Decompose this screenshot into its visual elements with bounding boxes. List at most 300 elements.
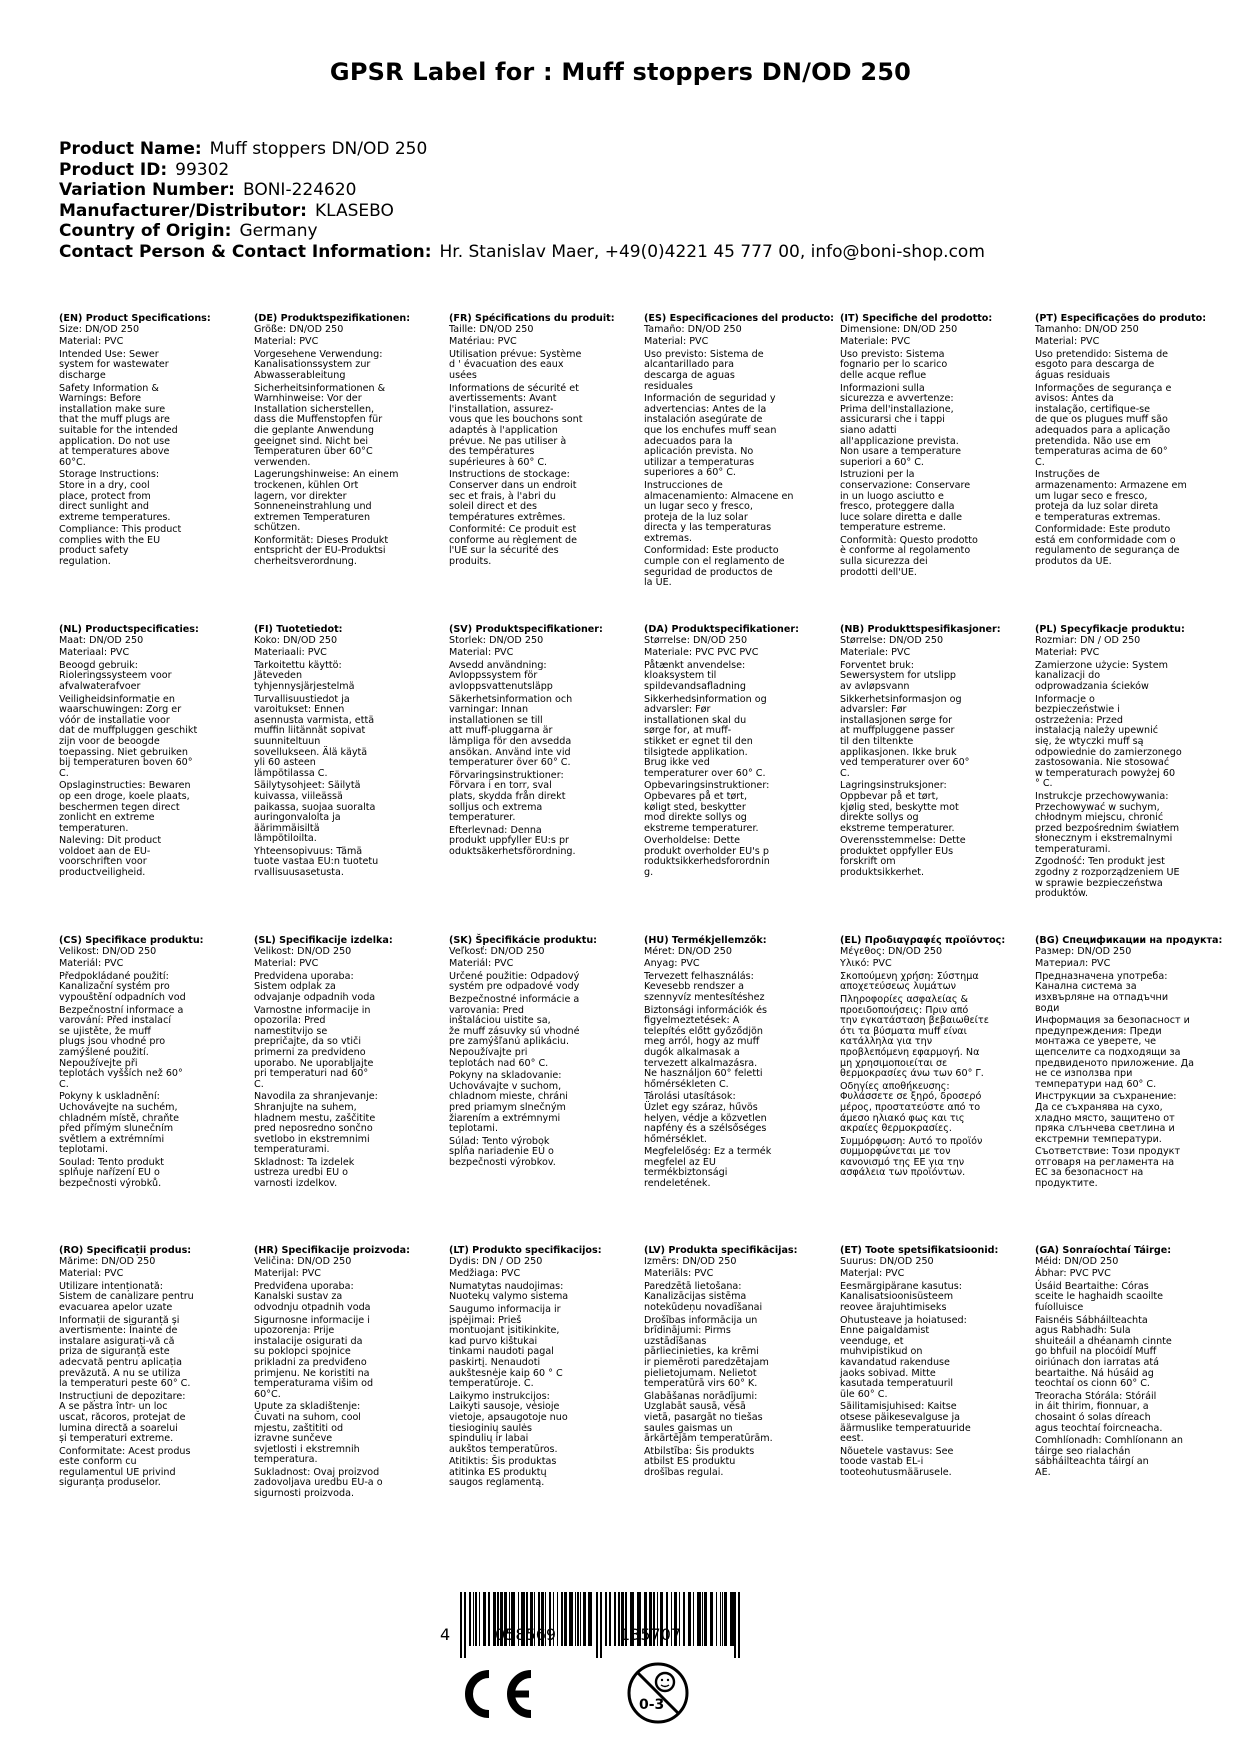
spec-paragraph-line: afvalwaterafvoer — [59, 680, 141, 692]
spec-paragraph-line: C. — [254, 1078, 264, 1090]
info-label: Product Name: — [59, 139, 202, 159]
spec-paragraph-line: Uso previsto: Sistema — [840, 348, 945, 360]
spec-paragraph-line: product safety — [59, 545, 129, 557]
spec-paragraph — [644, 1147, 824, 1189]
spec-paragraph — [840, 1082, 1020, 1135]
spec-paragraph-line: Lagringsinstruksjoner: — [840, 780, 947, 792]
spec-paragraph — [254, 847, 434, 879]
spec-paragraph-line: atbilst ES produktu — [644, 1456, 736, 1468]
spec-paragraph-line: upozorenja: Prije — [254, 1325, 335, 1337]
spec-paragraph-line: oduktsäkerhetsförordning. — [449, 845, 576, 857]
spec-paragraph-line: Shranjujte na suhem, — [254, 1101, 357, 1113]
spec-paragraph — [840, 1282, 1020, 1314]
spec-paragraph-line: d ' évacuation des eaux — [449, 359, 564, 371]
spec-paragraph-line: și temperaturi extreme. — [59, 1433, 174, 1445]
spec-paragraph-line: napfény és a szélsőséges — [644, 1123, 767, 1135]
spec-paragraph-line: хладно място, защитено от — [1035, 1112, 1175, 1124]
spec-paragraph — [840, 1316, 1020, 1401]
spec-paragraph-line: notekūdeņu novadīšanai — [644, 1301, 763, 1313]
spec-paragraph-line: hladnem mestu, zaščitite — [254, 1112, 376, 1124]
spec-paragraph — [840, 536, 1020, 578]
spec-paragraph-line: Utilizare intenționată: — [59, 1280, 163, 1292]
spec-paragraph-line: prévue. Ne pas utiliser à — [449, 435, 567, 447]
info-label: Manufacturer/Distributor: — [59, 200, 307, 221]
spec-paragraph-line: екстремни температури. — [1035, 1133, 1162, 1145]
spec-paragraph-line: roduktsikkerhedsforordnin — [644, 856, 770, 868]
spec-paragraph — [59, 1282, 239, 1314]
spec-paragraph — [1035, 1282, 1215, 1314]
spec-line: Anyag: PVC — [644, 958, 700, 970]
spec-paragraph-line: teochtaí os cionn 60° C. — [1035, 1378, 1150, 1390]
info-row — [59, 201, 985, 222]
spec-paragraph — [254, 470, 434, 534]
spec-paragraph-line: muffin liitännät sopivat — [254, 725, 366, 737]
spec-paragraph-line: termékbiztonsági — [644, 1167, 728, 1179]
spec-paragraph-line: supérieures à 60° C. — [449, 456, 548, 468]
spec-paragraph-line: des températures — [449, 446, 535, 458]
spec-paragraph-line: advarsler: Før — [644, 704, 711, 716]
spec-paragraph-line: aukštos temperatūros. — [449, 1443, 558, 1455]
spec-paragraph-line: sceite le haghaidh scaoilte — [1035, 1291, 1164, 1303]
spec-paragraph-line: instalação, certifique-se — [1035, 403, 1151, 415]
spec-paragraph-line: Påtænkt anvendelse: — [644, 659, 746, 671]
spec-paragraph-line: Conformitate: Acest produs — [59, 1445, 191, 1457]
spec-paragraph-line: sicurezza e avvertenze: — [840, 393, 954, 405]
spec-paragraph-line: produits. — [449, 556, 492, 568]
spec-paragraph-line: ansökan. Använd inte vid — [449, 746, 571, 758]
spec-paragraph-line: instalación asegúrate de — [644, 414, 763, 426]
spec-paragraph-line: att muff-pluggarna är — [449, 725, 553, 737]
spec-paragraph — [644, 481, 824, 545]
spec-block — [644, 936, 824, 1190]
spec-paragraph-line: assicurarsi che i tappi — [840, 414, 945, 426]
spec-paragraph-line: esgoto para descarga de — [1035, 359, 1155, 371]
spec-line: Mărime: DN/OD 250 — [59, 1255, 156, 1267]
spec-paragraph — [1035, 350, 1215, 382]
spec-heading: (HU) Termékjellemzők: — [644, 935, 767, 946]
spec-paragraph — [449, 1071, 629, 1135]
spec-paragraph-line: Veiligheidsinformatie en — [59, 693, 175, 705]
spec-paragraph-line: Sonneneinstrahlung und — [254, 501, 372, 513]
spec-paragraph-line: direkte sollys og — [840, 812, 919, 824]
spec-paragraph-line: g. — [644, 867, 654, 879]
spec-paragraph — [840, 972, 1020, 993]
spec-paragraph-line: bezpečnosti výrobkov. — [449, 1156, 556, 1168]
spec-paragraph — [449, 771, 629, 824]
spec-heading: (SL) Specifikacije izdelka: — [254, 935, 393, 946]
spec-paragraph-line: Información de seguridad y — [644, 393, 776, 405]
info-value: Hr. Stanislav Maer, +49(0)4221 45 777 00, info@boni-shop.com — [439, 241, 985, 262]
spec-paragraph-line: Glabāšanas norādījumi: — [644, 1390, 758, 1402]
spec-paragraph-line: produtos da UE. — [1035, 556, 1112, 568]
spec-paragraph-line: este conform cu — [59, 1456, 137, 1468]
spec-paragraph-line: que los enchufes muff sean — [644, 424, 777, 436]
spec-block — [1035, 314, 1215, 568]
spec-paragraph-line: brīdinājumi: Pirms — [644, 1325, 731, 1337]
spec-paragraph-line: üle 60° C. — [840, 1388, 888, 1400]
spec-paragraph-line: productveiligheid. — [59, 867, 146, 879]
spec-paragraph-line: žiarením a extrémnymi — [449, 1112, 561, 1124]
spec-paragraph-line: fuíolluisce — [1035, 1301, 1084, 1313]
spec-paragraph — [1035, 1016, 1215, 1090]
spec-line: Veľkosť: DN/OD 250 — [449, 945, 545, 957]
spec-paragraph — [59, 470, 239, 523]
spec-paragraph — [449, 695, 629, 769]
spec-paragraph-line: seguridad de productos de — [644, 566, 773, 578]
spec-paragraph-line: prevăzută. A nu se utiliza — [59, 1367, 181, 1379]
spec-paragraph-line: Předpokládané použití: — [59, 970, 169, 982]
spec-block — [449, 1246, 629, 1489]
spec-paragraph-line: przed bezpośrednim światłem — [1035, 822, 1180, 834]
spec-paragraph — [840, 1447, 1020, 1479]
ce-mark-icon — [455, 1668, 535, 1724]
spec-paragraph — [449, 1305, 629, 1390]
spec-block — [254, 314, 434, 568]
spec-paragraph-line: Soulad: Tento produkt — [59, 1156, 165, 1168]
spec-paragraph-line: forskrift om — [840, 856, 896, 868]
spec-paragraph-line: Comhlíonadh: Comhlíonann an — [1035, 1435, 1183, 1447]
spec-paragraph-line: uporabo. Ne uporabljajte — [254, 1057, 374, 1069]
spec-paragraph-line: geeignet sind. Nicht bei — [254, 435, 369, 447]
svg-text:0-3: 0-3 — [639, 1697, 665, 1713]
spec-line: Velikost: DN/OD 250 — [254, 945, 352, 957]
spec-paragraph-line: Compliance: This product — [59, 524, 182, 536]
spec-paragraph-line: Faisnéis Sábháilteachta — [1035, 1314, 1148, 1326]
spec-paragraph-line: продуктите. — [1035, 1178, 1098, 1190]
spec-paragraph-line: Nuotekų valymo sistema — [449, 1291, 569, 1303]
spec-paragraph-line: advertencias: Antes de la — [644, 403, 767, 415]
spec-paragraph-line: C. — [1035, 456, 1045, 468]
spec-paragraph-line: před přímým slunečním — [59, 1123, 174, 1135]
spec-paragraph-line: installation make sure — [59, 403, 166, 415]
spec-block — [449, 936, 629, 1168]
spec-paragraph-line: at temperatures above — [59, 446, 170, 458]
spec-paragraph-line: instalacją należy upewnić — [1035, 725, 1159, 737]
spec-paragraph — [1035, 972, 1215, 1014]
spec-paragraph-line: discharge — [59, 369, 106, 381]
spec-paragraph-line: conforme au règlement de — [449, 534, 577, 546]
spec-paragraph-line: Informații de siguranță și — [59, 1314, 180, 1326]
spec-paragraph-line: agus Rabhadh: Sula — [1035, 1325, 1131, 1337]
spec-paragraph-line: extremas. — [644, 532, 693, 544]
spec-paragraph-line: Numatytas naudojimas: — [449, 1280, 564, 1292]
spec-paragraph-line: avloppsvattenutsläpp — [449, 680, 553, 692]
spec-paragraph-line: varovania: Pred — [449, 1004, 524, 1016]
spec-paragraph-line: installasjonen sørge for — [840, 714, 953, 726]
spec-paragraph-line: Förvaringsinstruktioner: — [449, 769, 564, 781]
spec-paragraph-line: že muff zásuvky sú vhodné — [449, 1025, 580, 1037]
spec-paragraph-line: zgodny z rozporządzeniem UE — [1035, 867, 1180, 879]
spec-paragraph-line: varnosti izdelkov. — [254, 1178, 338, 1190]
spec-paragraph-line: utilizar a temperaturas — [644, 456, 755, 468]
spec-heading: (IT) Specifiche del prodotto: — [840, 313, 993, 324]
spec-paragraph — [59, 1092, 239, 1156]
spec-paragraph-line: trockenen, kühlen Ort — [254, 479, 359, 491]
spec-block — [59, 1246, 239, 1489]
spec-line: Υλικό: PVC — [840, 958, 892, 970]
spec-paragraph-line: lämpliga för den avsedda — [449, 735, 572, 747]
spec-line: Materiál: PVC — [449, 958, 514, 970]
spec-paragraph-line: Naleving: Dit product — [59, 835, 162, 847]
spec-paragraph-line: regulamentul UE privind — [59, 1466, 176, 1478]
spec-paragraph-line: Prima dell'installazione, — [840, 403, 954, 415]
spec-paragraph-line: superiori a 60° C. — [840, 456, 924, 468]
spec-paragraph-line: Laikymo instrukcijos: — [449, 1390, 550, 1402]
spec-paragraph-line: teplotami. — [59, 1144, 108, 1156]
spec-paragraph-line: vous que les bouchons sont — [449, 414, 583, 426]
spec-paragraph — [59, 695, 239, 780]
spec-paragraph-line: toode vastab EL-i — [840, 1456, 924, 1468]
spec-paragraph-line: AE. — [1035, 1466, 1051, 1478]
spec-paragraph-line: Atitiktis: Šis produktas — [449, 1456, 557, 1468]
spec-paragraph-line: applikasjonen. Ikke bruk — [840, 746, 957, 758]
spec-paragraph-line: води — [1035, 1002, 1060, 1014]
spec-paragraph-line: zonlicht en extreme — [59, 812, 155, 824]
spec-paragraph-line: Kanalisatsioonisüsteem — [840, 1291, 954, 1303]
spec-paragraph-line: ved temperaturer over 60° — [840, 757, 970, 769]
spec-paragraph — [449, 384, 629, 469]
spec-paragraph-line: temperaturami. — [254, 1144, 330, 1156]
spec-paragraph-line: primerni za predvideno — [254, 1046, 366, 1058]
spec-paragraph-line: Pokyny k uskladnění: — [59, 1091, 160, 1103]
spec-paragraph-line: produktet oppfyller EUs — [840, 845, 954, 857]
spec-paragraph-line: Säilitamisjuhised: Kaitse — [840, 1401, 957, 1413]
spec-paragraph-line: την εγκατάσταση βεβαιωθείτε — [840, 1015, 989, 1027]
spec-line: Materiāls: PVC — [644, 1268, 714, 1280]
spec-paragraph-line: vypouštění odpadních vod — [59, 991, 186, 1003]
spec-paragraph-line: pri temperaturi nad 60° — [254, 1068, 369, 1080]
spec-line: Tamaño: DN/OD 250 — [644, 323, 742, 335]
spec-paragraph-line: fresco, proteggere dalla — [840, 501, 955, 513]
spec-paragraph-line: Avloppssystem för — [449, 670, 538, 682]
spec-paragraph-line: bezpieczeństwie i — [1035, 704, 1120, 716]
spec-paragraph-line: słonecznym i ekstremalnymi — [1035, 833, 1173, 845]
spec-paragraph-line: Uso previsto: Sistema de — [644, 348, 764, 360]
spec-paragraph — [59, 350, 239, 382]
age-0-3-warning-icon — [625, 1660, 691, 1730]
spec-paragraph-line: uzstādīšanas — [644, 1335, 707, 1347]
spec-heading: (PT) Especificações do produto: — [1035, 313, 1207, 324]
spec-paragraph-line: Beoogd gebruik: — [59, 659, 139, 671]
spec-paragraph-line: in áit thirim, fionnuar, a — [1035, 1401, 1149, 1413]
spec-paragraph — [644, 695, 824, 780]
spec-paragraph-line: Laikyti sausoje, vėsioje — [449, 1401, 560, 1413]
spec-heading: (LV) Produkta specifikācijas: — [644, 1245, 798, 1256]
spec-paragraph-line: lumina directă a soarelui — [59, 1422, 178, 1434]
spec-paragraph-line: Overensstemmelse: Dette — [840, 835, 966, 847]
barcode-left-digits: 058569 — [495, 1625, 557, 1644]
spec-paragraph-line: Sewersystem for utslipp — [840, 670, 957, 682]
spec-line: Materiaal: PVC — [59, 647, 130, 659]
spec-paragraph — [840, 781, 1020, 834]
spec-paragraph — [254, 1402, 434, 1466]
spec-paragraph — [59, 384, 239, 469]
spec-paragraph-line: av avløpsvann — [840, 680, 910, 692]
spec-paragraph-line: auringonvalolta ja — [254, 812, 341, 824]
spec-paragraph-line: Warnhinweise: Vor der — [254, 393, 362, 405]
spec-heading: (BG) Спецификации на продукта: — [1035, 935, 1223, 946]
spec-paragraph-line: αποχετεύσεως λυμάτων — [840, 981, 957, 993]
spec-paragraph-line: águas residuais — [1035, 369, 1110, 381]
spec-paragraph-line: paikassa, suojaa suoralta — [254, 801, 376, 813]
spec-paragraph-line: не се използва при — [1035, 1068, 1133, 1080]
spec-paragraph-line: κανονισμό της ΕΕ για την — [840, 1156, 965, 1168]
spec-line: Материал: PVC — [1035, 958, 1111, 970]
spec-paragraph — [840, 661, 1020, 693]
spec-paragraph — [254, 350, 434, 382]
spec-paragraph — [840, 350, 1020, 382]
spec-paragraph-line: Kevesebb rendszer a — [644, 981, 745, 993]
spec-paragraph — [254, 781, 434, 845]
spec-paragraph-line: ekstreme temperaturer. — [840, 822, 955, 834]
spec-paragraph-line: drošības regulai. — [644, 1466, 724, 1478]
spec-block — [644, 625, 824, 879]
spec-line: Storlek: DN/OD 250 — [449, 634, 544, 646]
spec-line: Material: PVC — [449, 647, 514, 659]
spec-paragraph-line: Ne használjon 60° feletti — [644, 1068, 763, 1080]
spec-line: Material: PVC — [59, 336, 124, 348]
spec-paragraph-line: regulation. — [59, 556, 111, 568]
spec-paragraph-line: system for wastewater — [59, 359, 169, 371]
spec-paragraph-line: Eesmärgipärane kasutus: — [840, 1280, 962, 1292]
spec-paragraph-line: paskirtį. Nenaudoti — [449, 1356, 541, 1368]
spec-paragraph — [644, 972, 824, 1004]
spec-paragraph-line: Instruções de — [1035, 469, 1100, 481]
spec-paragraph-line: atitinka ES produktų — [449, 1466, 547, 1478]
spec-paragraph-line: produktów. — [1035, 888, 1089, 900]
spec-paragraph-line: la UE. — [644, 577, 672, 589]
info-row — [59, 221, 985, 242]
spec-paragraph-line: zijn voor de beoogde — [59, 735, 160, 747]
spec-paragraph — [644, 1392, 824, 1445]
spec-paragraph — [59, 525, 239, 567]
spec-paragraph-line: Storage Instructions: — [59, 469, 160, 481]
spec-paragraph-line: saugos reglamentą. — [449, 1477, 545, 1489]
spec-paragraph-line: C. — [840, 767, 850, 779]
spec-paragraph-line: Nepoužívejte při — [59, 1057, 138, 1069]
spec-line: Material: PVC — [254, 336, 319, 348]
spec-paragraph-line: предвиденото приложение. Да — [1035, 1057, 1194, 1069]
spec-paragraph-line: chladném místě, chraňte — [59, 1112, 180, 1124]
spec-paragraph — [254, 695, 434, 780]
spec-paragraph — [449, 1282, 629, 1303]
spec-paragraph-line: odprowadzania ścieków — [1035, 680, 1149, 692]
spec-line: Ábhar: PVC PVC — [1035, 1268, 1111, 1280]
spec-heading: (FI) Tuotetiedot: — [254, 624, 343, 635]
spec-heading: (DE) Produktspezifikationen: — [254, 313, 411, 324]
spec-paragraph — [644, 1006, 824, 1091]
spec-paragraph-line: Kanalizační systém pro — [59, 981, 170, 993]
spec-paragraph-line: e temperaturas extremas. — [1035, 511, 1161, 523]
spec-paragraph-line: Sukladnost: Ovaj proizvod — [254, 1466, 380, 1478]
spec-paragraph-line: kasutada temperatuuril — [840, 1378, 954, 1390]
spec-paragraph-line: rendeletének. — [644, 1178, 711, 1190]
spec-paragraph — [644, 836, 824, 878]
spec-paragraph-line: Säilytysohjeet: Säilytä — [254, 780, 361, 792]
spec-paragraph — [449, 661, 629, 693]
spec-paragraph-line: application. Do not use — [59, 435, 171, 447]
spec-paragraph — [254, 1316, 434, 1401]
spec-paragraph-line: Instructions de stockage: — [449, 469, 570, 481]
spec-paragraph-line: Saugumo informacija ir — [449, 1303, 561, 1315]
spec-paragraph-line: adecuados para la — [644, 435, 733, 447]
spec-paragraph-line: systém pre odpadové vody — [449, 981, 580, 993]
spec-paragraph-line: prepričajte, da so vtiči — [254, 1036, 361, 1048]
spec-paragraph-line: varningar: Innan — [449, 704, 529, 716]
spec-paragraph-line: ασφάλεια των προϊόντων. — [840, 1167, 966, 1179]
spec-paragraph-line: pretendida. Não use em — [1035, 435, 1151, 447]
spec-paragraph-line: luce solare diretta e dalle — [840, 511, 963, 523]
spec-line: Matériau: PVC — [449, 336, 517, 348]
spec-paragraph-line: μέρος, προστατεύστε από το — [840, 1101, 981, 1113]
spec-line: Veličina: DN/OD 250 — [254, 1255, 352, 1267]
spec-paragraph-line: Kanalisationssystem zur — [254, 359, 371, 371]
spec-line: Materiale: PVC — [840, 336, 911, 348]
spec-paragraph-line: muhvipistikud on — [840, 1346, 923, 1358]
spec-paragraph-line: Drošības informācija un — [644, 1314, 758, 1326]
spec-paragraph-line: avertissements: Avant — [449, 393, 557, 405]
spec-paragraph-line: priza de siguranță este — [59, 1346, 170, 1358]
spec-paragraph-line: vietoje, apsaugotoje nuo — [449, 1411, 568, 1423]
spec-paragraph — [59, 661, 239, 693]
info-label: Contact Person & Contact Information: — [59, 241, 432, 262]
spec-paragraph-line: adequados para a aplicação — [1035, 424, 1171, 436]
spec-paragraph-line: verwenden. — [254, 456, 311, 468]
spec-paragraph-line: Uso pretendido: Sistema de — [1035, 348, 1169, 360]
spec-paragraph — [1035, 1316, 1215, 1390]
product-info — [59, 139, 985, 263]
spec-paragraph — [449, 1137, 629, 1169]
spec-paragraph-line: splňuje nařízení EU o — [59, 1167, 160, 1179]
spec-paragraph-line: pārliecinieties, ka krēmi — [644, 1346, 759, 1358]
spec-paragraph-line: Megfelelőség: Ez a termék — [644, 1146, 772, 1158]
spec-block — [59, 314, 239, 568]
spec-paragraph-line: Predvidena uporaba: — [254, 970, 354, 982]
spec-paragraph-line: zastosowania. Nie stosować — [1035, 757, 1170, 769]
spec-paragraph — [840, 1402, 1020, 1444]
spec-paragraph-line: teplotách nad 60° C. — [449, 1057, 549, 1069]
spec-paragraph — [1035, 384, 1215, 469]
spec-paragraph — [840, 384, 1020, 469]
spec-paragraph-line: asennusta varmista, että — [254, 714, 375, 726]
spec-paragraph-line: w sprawie bezpieczeństwa — [1035, 877, 1163, 889]
spec-paragraph-line: almacenamiento: Almacene en — [644, 490, 794, 502]
spec-paragraph-line: extreme temperatures. — [59, 511, 171, 523]
spec-paragraph — [449, 525, 629, 567]
info-label: Product ID: — [59, 159, 168, 180]
spec-paragraph-line: aukštesnėje kaip 60 ° C — [449, 1367, 563, 1379]
spec-paragraph-line: συμμορφώνεται με τον — [840, 1146, 951, 1158]
spec-paragraph — [449, 972, 629, 993]
spec-paragraph-line: Safety Information & — [59, 382, 159, 394]
spec-paragraph-line: Overholdelse: Dette — [644, 835, 741, 847]
spec-line: Materiale: PVC — [840, 647, 911, 659]
spec-paragraph-line: Opslaginstructies: Bewaren — [59, 780, 191, 792]
spec-paragraph — [59, 836, 239, 878]
spec-paragraph — [449, 826, 629, 858]
spec-paragraph-line: ότι τα βύσματα muff είναι — [840, 1025, 967, 1037]
spec-paragraph-line: reovee ärajuhtimiseks — [840, 1301, 947, 1313]
spec-paragraph-line: Store in a dry, cool — [59, 479, 150, 491]
spec-paragraph-line: sørge for, at muff- — [644, 725, 732, 737]
spec-paragraph-line: die geplante Anwendung — [254, 424, 374, 436]
spec-paragraph-line: Tarkoitettu käyttö: — [254, 659, 342, 671]
spec-paragraph-line: C. — [59, 767, 69, 779]
spec-paragraph-line: Nõuetele vastavus: See — [840, 1445, 954, 1457]
spec-paragraph-line: Opbevaringsinstruktioner: — [644, 780, 770, 792]
spec-paragraph-line: sovellukseen. Älä käytä — [254, 746, 368, 758]
spec-paragraph-line: tervezett alkalmazásra. — [644, 1057, 758, 1069]
